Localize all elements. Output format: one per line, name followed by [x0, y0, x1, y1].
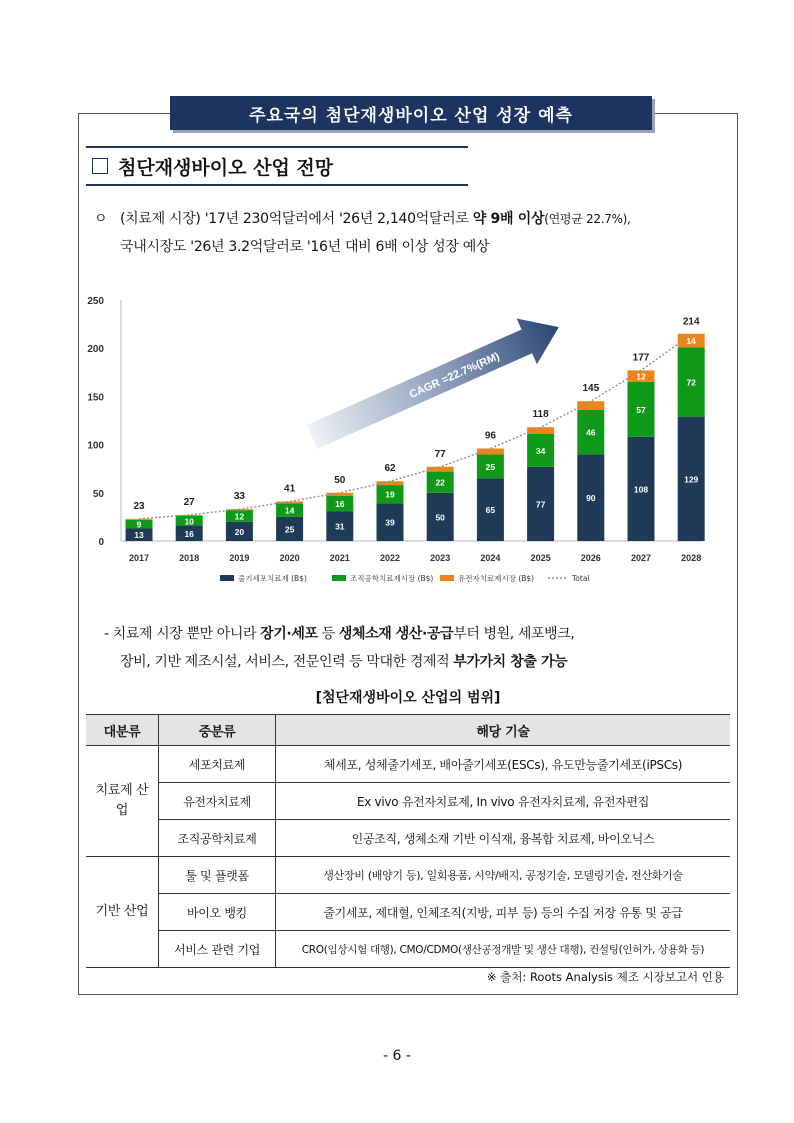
- middle-category: 바이오 뱅킹: [159, 894, 276, 931]
- bar-value-label: 31: [335, 521, 345, 532]
- dash-line1-d: 생체소재 생산·공급: [338, 626, 454, 642]
- tech-cell: Ex vivo 유전자치료제, In vivo 유전자치료제, 유전자편집: [276, 783, 731, 820]
- bullet-marker: ㅇ: [94, 211, 108, 227]
- legend-swatch: [220, 575, 234, 581]
- legend-swatch: [440, 575, 454, 581]
- major-category: 치료제 산업: [86, 746, 159, 857]
- para-line2: 국내시장도 '26년 3.2억달러로 '16년 대비 6배 이상 성장 예상: [120, 239, 490, 255]
- middle-category: 유전자치료제: [159, 783, 276, 820]
- bar-value-label: 72: [686, 377, 696, 388]
- bar-value-label: 19: [385, 489, 395, 500]
- bar-value-label: 25: [485, 461, 496, 472]
- total-label: 96: [484, 430, 496, 442]
- legend-label: Total: [572, 574, 590, 583]
- legend-label: 조직공학치료제시장 (B$): [350, 574, 434, 583]
- dash-line2-a: 장비, 기반 제조시설, 서비스, 전문인력 등 막대한 경제적: [120, 654, 454, 670]
- checkbox-icon: [92, 158, 108, 174]
- header-middle: 중분류: [159, 715, 276, 746]
- legend-label: 유전자치료제시장 (B$): [458, 574, 535, 583]
- bar-value-label: 9: [136, 519, 142, 530]
- table-row: [86, 857, 730, 894]
- middle-category: 조직공학치료제: [159, 820, 276, 857]
- header-major: 대분류: [86, 715, 159, 746]
- x-tick-label: 2024: [480, 553, 501, 563]
- y-tick-label: 250: [87, 296, 104, 307]
- x-tick-label: 2021: [329, 553, 350, 563]
- bar-value-label: 65: [485, 505, 496, 516]
- dash-line1-c: 등: [317, 626, 339, 642]
- bar-value-label: 14: [284, 505, 295, 516]
- tech-cell: 인공조직, 생체소재 기반 이식재, 융복합 치료제, 바이오닉스: [276, 820, 731, 857]
- bar-value-label: 50: [435, 512, 445, 523]
- total-label: 62: [384, 463, 396, 475]
- legend-swatch: [332, 575, 346, 581]
- industry-scope-table: [86, 714, 730, 968]
- x-tick-label: 2022: [379, 553, 401, 563]
- tech-cell: 생산장비 (배양기 등), 일회용품, 시약/배지, 공정기술, 모델링기술, 전산화기술: [276, 857, 731, 894]
- y-tick-label: 200: [87, 344, 104, 356]
- dash-line1-b: 장기·세포: [260, 626, 318, 642]
- bar-segment: [126, 519, 153, 520]
- y-tick-label: 50: [92, 488, 104, 500]
- total-label: 214: [682, 316, 700, 328]
- x-tick-label: 2020: [279, 553, 300, 563]
- x-tick-label: 2028: [681, 553, 702, 563]
- source-note: ※ 출처: Roots Analysis 제조 시장보고서 인용: [486, 970, 724, 984]
- bar-value-label: 20: [234, 526, 245, 537]
- bar-value-label: 16: [184, 528, 194, 539]
- tech-cell: 줄기세포, 제대혈, 인체조직(지방, 피부 등) 등의 수집 저장 유통 및 공급: [276, 894, 731, 931]
- x-tick-label: 2025: [530, 553, 551, 563]
- bar-value-label: 90: [586, 493, 596, 504]
- total-label: 118: [532, 409, 549, 421]
- y-tick-label: 150: [87, 392, 104, 404]
- para-line1-post: (연평균 22.7%),: [544, 212, 631, 226]
- legend-label: 줄기세포치료제 (B$): [238, 574, 307, 583]
- bar-value-label: 129: [684, 474, 699, 485]
- bar-value-label: 34: [535, 445, 546, 456]
- x-tick-label: 2026: [580, 553, 601, 563]
- section-heading: [86, 146, 468, 186]
- x-tick-label: 2017: [128, 553, 150, 563]
- bar-value-label: 16: [335, 498, 345, 509]
- y-tick-label: 100: [87, 440, 104, 452]
- table-row: [86, 931, 730, 968]
- bar-value-label: 77: [535, 499, 546, 510]
- table-title: [첨단재생바이오 산업의 범위]: [315, 690, 501, 706]
- dash-marker: -: [104, 626, 109, 642]
- tech-cell: CRO(임상시험 대행), CMO/CDMO(생산공정개발 및 생산 대행), 컨설팅(인허가, 상용화 등): [276, 931, 731, 968]
- bar-value-label: 57: [636, 404, 646, 415]
- total-label: 23: [133, 500, 145, 512]
- banner-title: 주요국의 첨단재생바이오 산업 성장 예측: [170, 96, 652, 130]
- table-row: [86, 746, 730, 783]
- para-line1-pre: (치료제 시장) '17년 230억달러에서 '26년 2,140억달러로: [120, 211, 473, 227]
- total-label: 50: [334, 474, 346, 486]
- dash-line2-b: 부가가치 창출 가능: [453, 654, 568, 670]
- x-tick-label: 2023: [430, 553, 451, 563]
- total-label: 145: [582, 383, 600, 395]
- middle-category: 서비스 관련 기업: [159, 931, 276, 968]
- major-category: 기반 산업: [86, 857, 159, 968]
- total-label: 27: [183, 496, 195, 508]
- bar-value-label: 12: [636, 371, 646, 382]
- table-row: [86, 894, 730, 931]
- bar-segment: [276, 501, 303, 503]
- dash-line1-e: 부터 병원, 세포뱅크,: [453, 626, 575, 642]
- bar-value-label: 14: [686, 335, 696, 346]
- bar-value-label: 46: [586, 427, 596, 438]
- market-growth-chart: [82, 288, 722, 594]
- dash-line1-a: 치료제 시장 뿐만 아니라: [112, 626, 261, 642]
- y-tick-label: 0: [98, 537, 104, 548]
- bar-value-label: 12: [234, 511, 245, 522]
- bar-value-label: 25: [284, 524, 295, 535]
- middle-category: 세포치료제: [159, 746, 276, 783]
- para-line1-bold: 약 9배 이상: [472, 211, 545, 227]
- page-number: - 6 -: [383, 1048, 411, 1064]
- total-label: 77: [434, 448, 446, 460]
- total-label: 177: [632, 352, 650, 364]
- total-label: 33: [233, 491, 245, 503]
- forecast-paragraph: [94, 205, 734, 261]
- bar-value-label: 39: [385, 517, 395, 528]
- total-label: 41: [284, 483, 296, 495]
- bar-value-label: 22: [435, 477, 445, 488]
- tech-cell: 체세포, 성체줄기세포, 배아줄기세포(ESCs), 유도만능줄기세포(iPSCs): [276, 746, 731, 783]
- value-chain-paragraph: [104, 620, 734, 676]
- x-tick-label: 2019: [229, 553, 250, 563]
- section-title-text: 첨단재생바이오 산업 전망: [118, 156, 334, 179]
- table-row: [86, 820, 730, 857]
- bar-value-label: 13: [134, 530, 144, 541]
- x-tick-label: 2027: [630, 553, 652, 563]
- x-tick-label: 2018: [179, 553, 200, 563]
- middle-category: 툴 및 플랫폼: [159, 857, 276, 894]
- bar-value-label: 10: [184, 516, 194, 527]
- table-header-row: [86, 715, 730, 746]
- bar-value-label: 108: [633, 484, 649, 495]
- cagr-annotation: CAGR =22.7%(RM): [407, 350, 502, 402]
- table-row: [86, 783, 730, 820]
- header-tech: 해당 기술: [276, 715, 731, 746]
